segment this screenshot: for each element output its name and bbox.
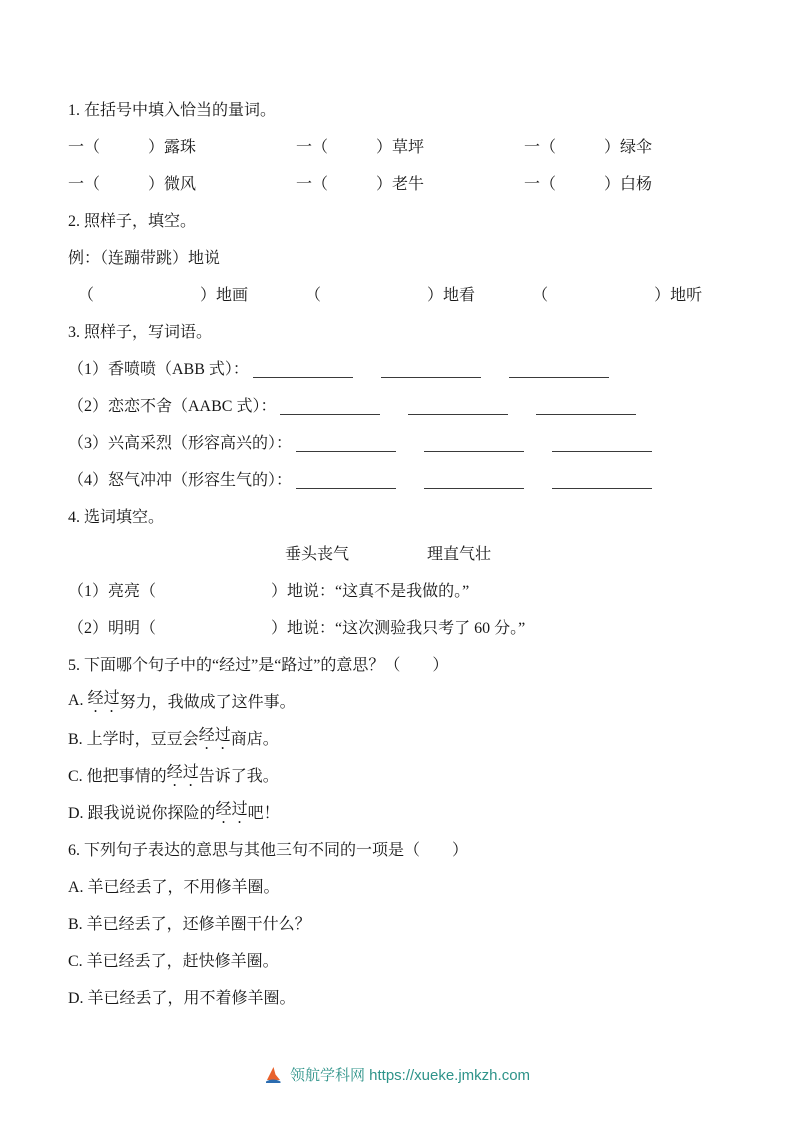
q3-item-3 (68, 423, 745, 460)
q3-title: 3. 照样子，写词语。 (68, 324, 213, 341)
answer-blank (424, 431, 524, 452)
q1-item (296, 171, 524, 194)
q1-item (68, 134, 296, 157)
q2-item-open: （ (78, 287, 95, 304)
answer-blank (280, 394, 380, 415)
question-5 (68, 645, 745, 830)
q1-item-pre: 一（ (68, 176, 101, 193)
q6-option-a: A. 羊已经丢了，不用修羊圈。 (68, 879, 280, 896)
q3-item-label: （3）兴高采烈（形容高兴的）： (68, 435, 293, 452)
option-pre: D. 跟我说说你探险的 (68, 805, 216, 822)
q1-item-suf: ）微风 (148, 176, 197, 193)
q2-item-close: ）地画 (200, 287, 249, 304)
q3-item-1 (68, 349, 745, 386)
option-post: 努力，我做成了这件事。 (119, 694, 296, 711)
q1-item (296, 134, 524, 157)
q5-option-b (68, 719, 745, 756)
q1-item-pre: 一（ (296, 139, 329, 156)
answer-blank (296, 431, 396, 452)
option-pre: B. 上学时，豆豆会 (68, 731, 199, 748)
q1-item-pre: 一（ (524, 139, 557, 156)
q6-option-c: C. 羊已经丢了，赶快修羊圈。 (68, 953, 279, 970)
question-6 (68, 830, 745, 1015)
q3-item-2 (68, 386, 745, 423)
footer (0, 1064, 793, 1085)
q1-item-pre: 一（ (68, 139, 101, 156)
q4-item-2 (68, 608, 745, 645)
footer-site-link[interactable]: 领航学科网 https://xueke.jmkzh.com (289, 1067, 531, 1084)
word-bank-item: 垂头丧气 (285, 546, 350, 563)
q1-title: 1. 在括号中填入恰当的量词。 (68, 102, 277, 119)
question-2 (68, 201, 745, 312)
q1-item-suf: ）白杨 (604, 176, 653, 193)
q2-blanks-row (68, 275, 745, 312)
q1-item-pre: 一（ (296, 176, 329, 193)
q6-title: 6. 下列句子表达的意思与其他三句不同的一项是（ ） (68, 842, 469, 859)
q1-item-suf: ）老牛 (376, 176, 425, 193)
answer-blank (253, 357, 353, 378)
q2-item (532, 282, 702, 305)
option-emphasized-word: 经过 (215, 801, 248, 818)
answer-blank (408, 394, 508, 415)
q5-option-c (68, 756, 745, 793)
option-pre: A. (68, 691, 88, 709)
q1-item-suf: ）绿伞 (604, 139, 653, 156)
q5-option-a (68, 682, 745, 719)
q2-item (78, 282, 248, 305)
q1-item (68, 171, 296, 194)
answer-blank (424, 468, 524, 489)
answer-blank (296, 468, 396, 489)
q6-option-d: D. 羊已经丢了，用不着修羊圈。 (68, 990, 296, 1007)
q2-item-close: ）地看 (427, 287, 476, 304)
q3-item-4 (68, 460, 745, 497)
option-pre: C. 他把事情的 (68, 768, 167, 785)
q4-word-bank (68, 534, 745, 571)
q3-item-label: （2）恋恋不舍（AABC 式）： (68, 398, 277, 415)
q2-item-open: （ (532, 287, 549, 304)
q1-row-2 (68, 164, 745, 201)
question-4 (68, 497, 745, 645)
q1-item (524, 171, 652, 194)
q4-title: 4. 选词填空。 (68, 509, 165, 526)
answer-blank (536, 394, 636, 415)
q1-item-pre: 一（ (524, 176, 557, 193)
option-post: 吧！ (247, 805, 280, 822)
answer-blank (509, 357, 609, 378)
option-emphasized-word: 经过 (87, 690, 120, 707)
option-post: 商店。 (230, 731, 279, 748)
q1-item-suf: ）露珠 (148, 139, 197, 156)
site-logo-icon (263, 1065, 283, 1085)
option-emphasized-word: 经过 (166, 764, 199, 781)
q4-item-suf: ）地说：“这真不是我做的。” (271, 583, 470, 600)
question-3 (68, 312, 745, 497)
q1-item (524, 134, 652, 157)
worksheet-content (68, 90, 745, 1015)
q4-item-pre: （2）明明（ (68, 620, 157, 637)
q4-item-suf: ）地说：“这次测验我只考了 60 分。” (271, 620, 526, 637)
q1-item-suf: ）草坪 (376, 139, 425, 156)
question-1 (68, 90, 745, 201)
q5-title: 5. 下面哪个句子中的“经过”是“路过”的意思？（ ） (68, 657, 449, 674)
answer-blank (552, 431, 652, 452)
answer-blank (552, 468, 652, 489)
option-post: 告诉了我。 (198, 768, 279, 785)
q2-item-close: ）地听 (654, 287, 703, 304)
q3-item-label: （4）怒气冲冲（形容生气的）： (68, 472, 293, 489)
q3-item-label: （1）香喷喷（ABB 式）： (68, 361, 249, 378)
q2-item (305, 282, 475, 305)
q2-title: 2. 照样子，填空。 (68, 213, 197, 230)
q4-item-pre: （1）亮亮（ (68, 583, 157, 600)
q6-option-b: B. 羊已经丢了，还修羊圈干什么？ (68, 916, 311, 933)
answer-blank (381, 357, 481, 378)
q1-row-1 (68, 127, 745, 164)
q2-example: 例：（连蹦带跳）地说 (68, 250, 221, 267)
q5-option-d (68, 793, 745, 830)
word-bank-item: 理直气壮 (427, 546, 492, 563)
option-emphasized-word: 经过 (198, 727, 231, 744)
q4-item-1 (68, 571, 745, 608)
q2-item-open: （ (305, 287, 322, 304)
